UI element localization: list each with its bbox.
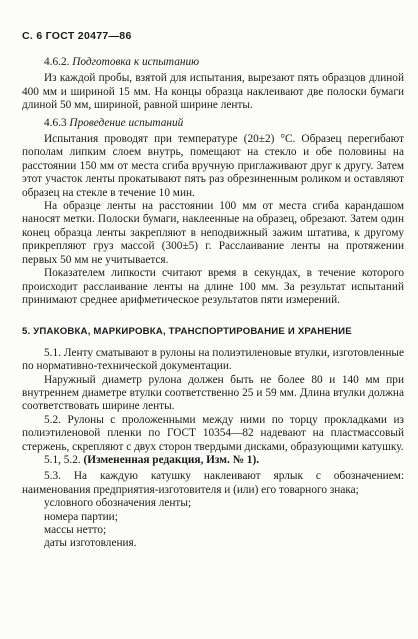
paragraph-4-6-2: Из каждой пробы, взятой для испытания, вырезают пять образцов длиной 400 мм и шириной 15 мм. На концы образца наклеивают две полоски бумаги длиной 50 мм, шириной, равной ширине ленты.	[22, 72, 404, 112]
amendment-text: (Измененная редакция, Изм. № 1).	[83, 453, 260, 466]
paragraph-5-1: 5.1. Ленту сматывают в рулоны на полиэтиленовые втулки, изготовленные по нормативно-технической документации.	[22, 346, 404, 373]
section-5-title: 5. УПАКОВКА, МАРКИРОВКА, ТРАНСПОРТИРОВАНИЕ И ХРАНЕНИЕ	[22, 326, 352, 338]
page-content	[22, 56, 404, 551]
subsection-number: 4.6.3	[44, 116, 67, 129]
page-header: С. 6 ГОСТ 20477—86	[22, 30, 132, 42]
subsection-4-6-2-heading	[22, 56, 404, 69]
subsection-title: Проведение испытаний	[69, 116, 184, 129]
amendment-prefix: 5.1, 5.2.	[44, 453, 81, 466]
subsection-number: 4.6.2.	[44, 56, 70, 68]
subsection-4-6-3-heading	[22, 117, 404, 130]
paragraph-5-1-b: Наружный диаметр рулона должен быть не более 80 и 140 мм при внутреннем диаметре втулки соответственно 25 и 59 мм. Длина втулки должна соответствовать ширине ленты.	[22, 373, 404, 413]
list-item: условного обозначения ленты;	[44, 497, 192, 510]
list-item: даты изготовления.	[44, 537, 137, 550]
list-item: массы нетто;	[44, 524, 107, 536]
paragraph-4-6-3-2: На образце ленты на расстоянии 100 мм от места сгиба карандашом наносят метки. Полоски бумаги, наклеенные на образец, обрезают. Затем один конец образца ленты закрепляют в неподвижный зажим штатива, к другому прикрепляют груз массой (300±5) г. Расслаивание ленты на протяжении первых 50 мм не учитывается.	[22, 200, 404, 266]
paragraph-4-6-3-1: Испытания проводят при температуре (20±2) °С. Образец перегибают пополам липким слоем внутрь, помещают на стекло и обе половины на расстоянии 150 мм от места сгиба вручную приглаживают друг к другу. Затем этот участок ленты прокатывают пять раз обрезиненным роликом и оставляют образец на стекле в течение 10 мин.	[22, 133, 404, 199]
paragraph-5-3: 5.3. На каждую катушку наклеивают ярлык с обозначением: наименования предприятия-изготовителя и (или) его товарного знака;	[22, 470, 404, 496]
paragraph-5-2: 5.2. Рулоны с проложенными между ними по торцу прокладками из полиэтиленовой пленки по ГОСТ 10354—82 надевают на пластмассовый стержень, скрепляют с двух сторон твердыми дисками, образующими катушку.	[22, 413, 404, 453]
amendment-note	[22, 454, 404, 467]
subsection-title: Подготовка к испытанию	[72, 56, 200, 68]
list-item: номера партии;	[44, 510, 118, 523]
paragraph-4-6-3-3: Показателем липкости считают время в секундах, в течение которого происходит расслаивание ленты на длине 100 мм. За результат испытаний принимают среднее арифметическое результатов пяти измерений.	[22, 267, 404, 306]
